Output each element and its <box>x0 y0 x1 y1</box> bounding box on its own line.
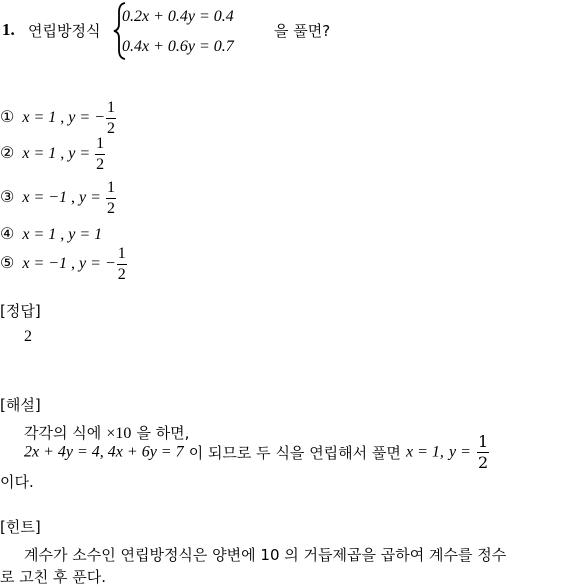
answer-heading: [정답] <box>0 302 41 320</box>
hint-line-1: 계수가 소수인 연립방정식은 양변에 10 의 거듭제곱을 곱하여 계수를 정수 <box>24 546 507 564</box>
explanation-text: 이 되므로 두 식을 연립해서 풀면 <box>188 444 401 462</box>
fraction-denominator: 2 <box>106 120 115 137</box>
explanation-heading: [해설] <box>0 396 41 414</box>
system-equation-2: 0.4x + 0.6y = 0.7 <box>122 38 234 55</box>
choice-x: x = 1 <box>22 145 57 163</box>
choice-y: y = − <box>68 109 105 127</box>
explanation-x-value: x = 1, <box>406 443 444 461</box>
choice-marker: ① <box>0 109 15 127</box>
fraction-denominator: 2 <box>106 200 115 217</box>
fraction-numerator: 1 <box>478 432 489 451</box>
question-suffix: 을 풀면? <box>274 22 331 40</box>
fraction-numerator: 1 <box>117 245 126 262</box>
choice-marker: ② <box>0 145 15 163</box>
fraction-denominator: 2 <box>96 156 105 173</box>
choice-x: x = −1 <box>22 189 68 207</box>
explanation-line-3: 이다. <box>0 473 34 491</box>
hint-heading: [힌트] <box>0 518 41 536</box>
explanation-fraction <box>477 434 489 471</box>
explanation-equations: 2x + 4y = 4, 4x + 6y = 7 <box>24 443 184 461</box>
hint-line-2: 로 고친 후 푼다. <box>0 568 107 586</box>
choice-x: x = 1 <box>22 109 57 127</box>
explanation-text: 각각의 식에 <box>24 424 102 442</box>
choice-x: x = −1 <box>22 255 68 273</box>
choice-fraction <box>95 136 105 173</box>
choice-5[interactable]: ⑤ x = −1 , y = − $\frac{1}{2}$ <box>0 245 126 283</box>
explanation-line-2 <box>24 434 490 471</box>
question-number: 1. <box>2 20 15 39</box>
choice-marker: ⑤ <box>0 255 15 273</box>
explanation-y-label: y = <box>449 443 471 461</box>
choice-y: y = <box>68 145 91 163</box>
fraction-denominator: 2 <box>117 266 126 283</box>
choice-x: x = 1 <box>22 226 57 243</box>
fraction-numerator: 1 <box>106 179 115 196</box>
choice-y: y = 1 <box>68 226 103 243</box>
answer-value: 2 <box>24 328 32 345</box>
choice-3[interactable]: ③ x = −1 , y = $\frac{1}{2}$ <box>0 179 115 217</box>
choice-y: y = − <box>79 255 116 273</box>
choice-marker: ③ <box>0 189 15 207</box>
explanation-math: ×10 <box>106 425 132 442</box>
system-equation-1: 0.2x + 0.4y = 0.4 <box>122 8 234 25</box>
fraction-denominator: 2 <box>478 453 489 472</box>
choice-1[interactable]: ① x = 1 , y = − $\frac{1}{2}$ <box>0 99 115 137</box>
choice-fraction <box>106 100 116 137</box>
choice-marker: ④ <box>0 226 15 243</box>
choice-y: y = <box>79 189 101 207</box>
question-prefix: 연립방정식 <box>28 22 101 40</box>
fraction-numerator: 1 <box>96 135 105 152</box>
choice-2[interactable]: ② x = 1 , y = $\frac{1}{2}$ <box>0 135 105 173</box>
choice-fraction <box>106 180 116 217</box>
explanation-text: 을 하면, <box>136 424 190 442</box>
fraction-numerator: 1 <box>106 99 115 116</box>
choice-fraction <box>117 246 127 283</box>
choice-4[interactable]: ④ x = 1 , y = 1 <box>0 226 103 243</box>
